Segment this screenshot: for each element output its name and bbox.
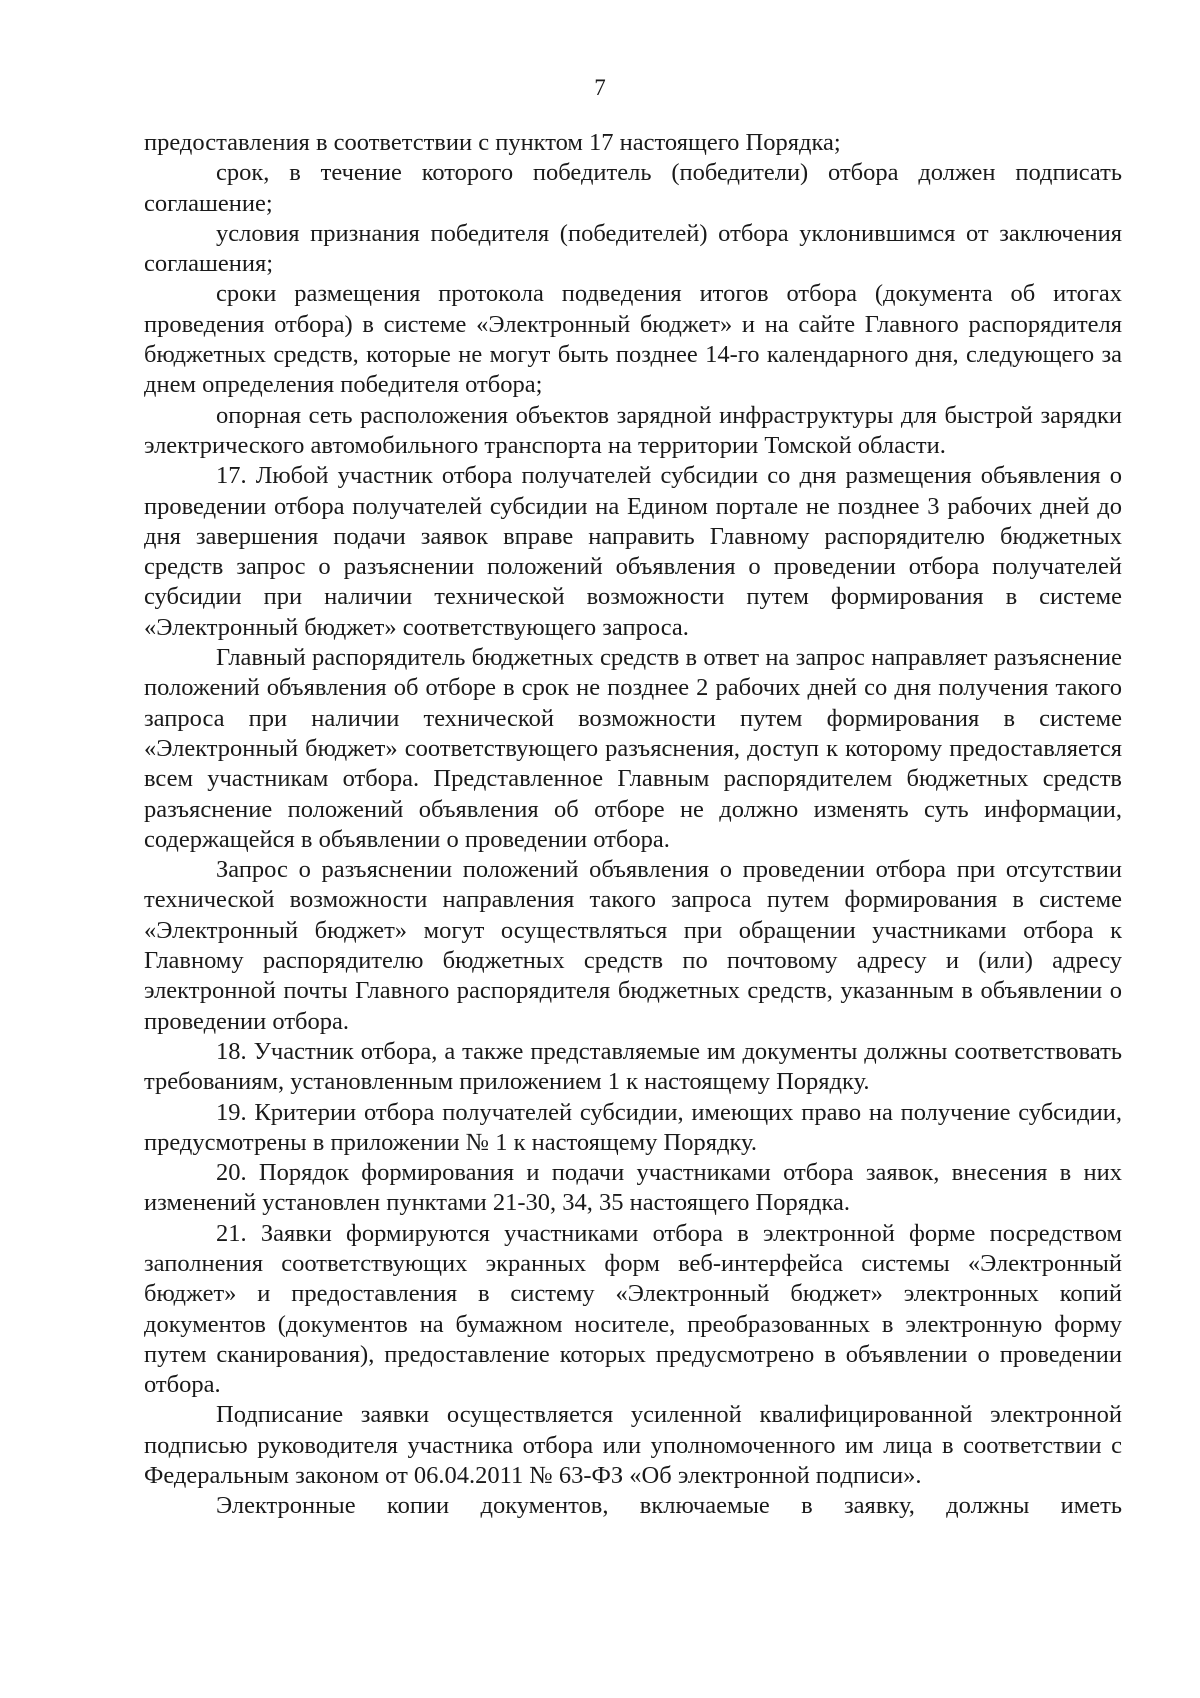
paragraph: Электронные копии документов, включаемые в заявку, должны иметь (216, 1492, 1122, 1520)
paragraph: 19. Критерии отбора получателей субсидии, имеющих право на получение субсидии, предусмотрены в приложении № 1 к настоящему Порядку. (144, 1098, 1122, 1156)
page-number: 7 (594, 75, 606, 100)
paragraph: Подписание заявки осуществляется усиленной квалифицированной электронной подписью руководителя участника отбора или уполномоченного им лица в соответствии с Федеральным законом от 06.04.2011 № 63-ФЗ «Об электронной подписи». (144, 1401, 1122, 1490)
paragraph: предоставления в соответствии с пунктом 17 настоящего Порядка; (144, 129, 841, 156)
paragraph: опорная сеть расположения объектов зарядной инфраструктуры для быстрой зарядки электрического автомобильного транспорта на территории Томской области. (144, 401, 1122, 459)
paragraph: Запрос о разъяснении положений объявления о проведении отбора при отсутствии технической возможности направления такого запроса путем формирования в системе «Электронный бюджет» могут осуществляться при обращении участниками отбора к Главному распорядителю бюджетных средств по почтовому адресу и (или) адресу электронной почты Главного распорядителя бюджетных средств, указанным в объявлении о проведении отбора. (144, 856, 1122, 1035)
paragraph: 17. Любой участник отбора получателей субсидии со дня размещения объявления о проведении отбора получателей субсидии на Едином портале не позднее 3 рабочих дней до дня завершения подачи заявок вправе направить Главному распорядителю бюджетных средств запрос о разъяснении положений объявления о проведении отбора получателей субсидии при наличии технической возможности путем формирования в системе «Электронный бюджет» соответствующего запроса. (144, 462, 1122, 641)
paragraph: условия признания победителя (победителей) отбора уклонившимся от заключения соглашения; (144, 219, 1122, 278)
paragraph: 20. Порядок формирования и подачи участниками отбора заявок, внесения в них изменений установлен пунктами 21-30, 34, 35 настоящего Порядка. (144, 1159, 1122, 1217)
paragraph: срок, в течение которого победитель (победители) отбора должен подписать соглашение; (144, 159, 1122, 217)
paragraph: Главный распорядитель бюджетных средств в ответ на запрос направляет разъяснение положений объявления об отборе в срок не позднее 2 рабочих дней со дня получения такого запроса при наличии технической возможности путем формирования в системе «Электронный бюджет» соответствующего разъяснения, доступ к которому предоставляется всем участникам отбора. Представленное Главным распорядителем бюджетных средств разъяснение положений объявления об отборе не должно изменять суть информации, содержащейся в объявлении о проведении отбора. (144, 644, 1122, 853)
paragraph: 18. Участник отбора, а также представляемые им документы должны соответствовать требованиям, установленным приложением 1 к настоящему Порядку. (144, 1037, 1122, 1096)
paragraph: сроки размещения протокола подведения итогов отбора (документа об итогах проведения отбора) в системе «Электронный бюджет» и на сайте Главного распорядителя бюджетных средств, которые не могут быть позднее 14-го календарного дня, следующего за днем определения победителя отбора; (144, 280, 1122, 399)
document-body (144, 128, 1122, 1522)
paragraph: 21. Заявки формируются участниками отбора в электронной форме посредством заполнения соответствующих экранных форм веб-интерфейса системы «Электронный бюджет» и предоставления в систему «Электронный бюджет» электронных копий документов (документов на бумажном носителе, преобразованных в электронную форму путем сканирования), предоставление которых предусмотрено в объявлении о проведении отбора. (144, 1219, 1122, 1399)
